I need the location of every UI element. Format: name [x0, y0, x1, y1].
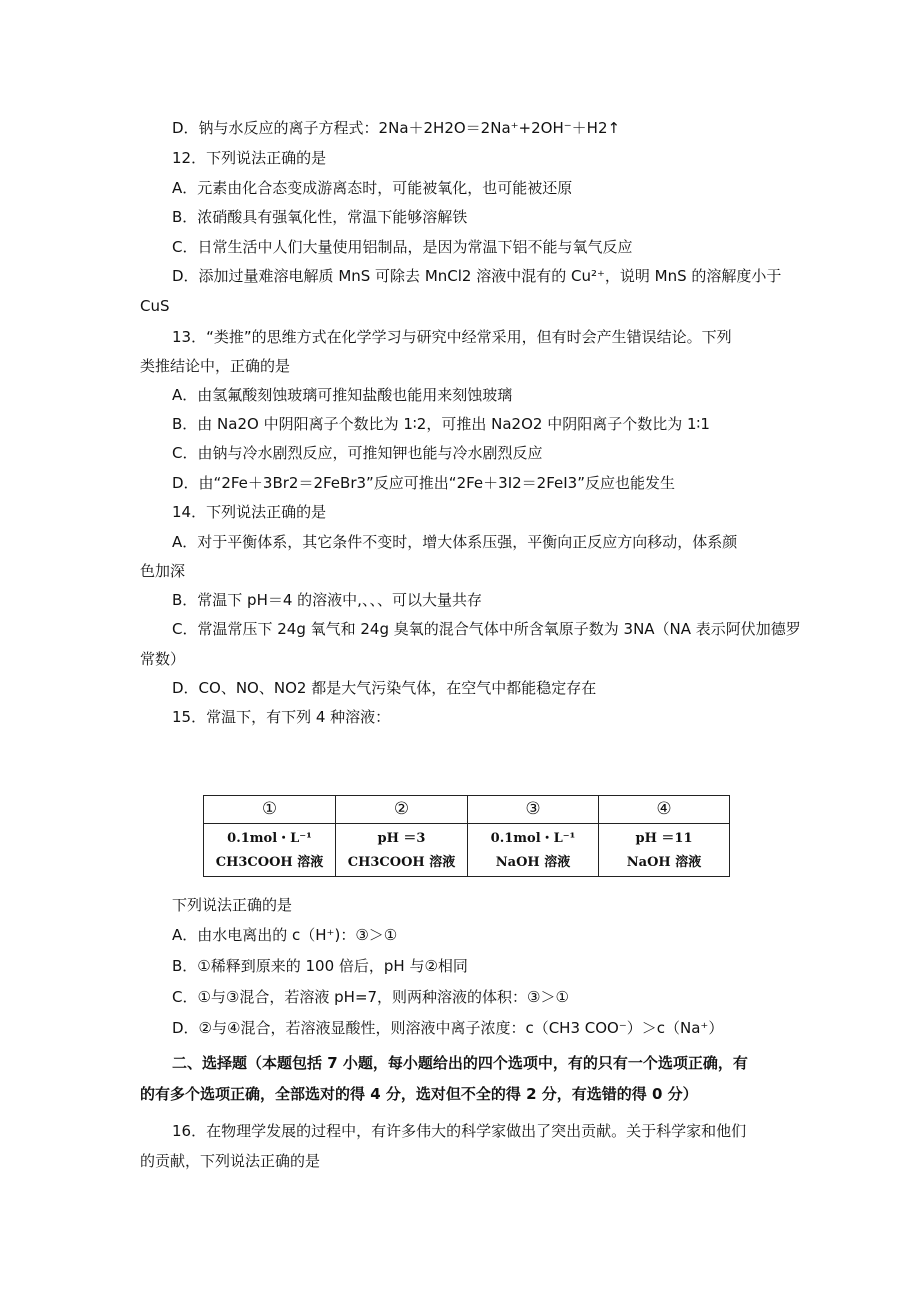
q14-option-c: C．常温常压下 24g 氧气和 24g 臭氧的混合气体中所含氧原子数为 3NA（NA 表示阿伏加德罗 — [172, 620, 801, 638]
q12-stem: 12．下列说法正确的是 — [172, 149, 327, 167]
cell-value: 0.1mol・L⁻¹ — [490, 830, 576, 846]
q13-option-b: B．由 Na2O 中阴阳离子个数比为 1∶2，可推出 Na2O2 中阴阳离子个数比为 1∶1 — [172, 415, 710, 433]
table-header-row — [204, 796, 730, 824]
cell-solution: CH3COOH 溶液 — [215, 854, 324, 870]
q15-option-d: D．②与④混合，若溶液显酸性，则溶液中离子浓度：c（CH3 COO⁻）＞c（Na⁺） — [172, 1019, 724, 1037]
q14-option-b: B．常温下 pH＝4 的溶液中,、、、可以大量共存 — [172, 591, 482, 609]
q13-option-d: D．由“2Fe＋3Br2＝2FeBr3”反应可推出“2Fe＋3I2＝2FeI3”反应也能发生 — [172, 474, 675, 492]
table-cell — [599, 824, 730, 877]
q12-option-a: A．元素由化合态变成游离态时，可能被氧化，也可能被还原 — [172, 179, 573, 197]
cell-solution: NaOH 溶液 — [626, 854, 702, 870]
section-two-heading-cont: 的有多个选项正确，全部选对的得 4 分，选对但不全的得 2 分，有选错的得 0 分） — [140, 1085, 698, 1103]
cell-solution: NaOH 溶液 — [495, 854, 571, 870]
cell-value: pH ＝3 — [377, 830, 426, 846]
solutions-table — [203, 795, 730, 877]
q14-stem: 14．下列说法正确的是 — [172, 503, 327, 521]
q11-option-d: D．钠与水反应的离子方程式：2Na＋2H2O＝2Na⁺+2OH⁻＋H2↑ — [172, 119, 621, 137]
q14-option-c-cont: 常数） — [140, 650, 186, 668]
table-cell — [336, 824, 468, 877]
q15-prompt: 下列说法正确的是 — [172, 896, 293, 914]
q13-stem: 13．“类推”的思维方式在化学学习与研究中经常采用，但有时会产生错误结论。下列 — [172, 328, 732, 346]
q16-stem: 16．在物理学发展的过程中，有许多伟大的科学家做出了突出贡献。关于科学家和他们 — [172, 1122, 747, 1140]
table-header-cell: ② — [336, 796, 468, 824]
q13-option-a: A．由氢氟酸刻蚀玻璃可推知盐酸也能用来刻蚀玻璃 — [172, 386, 513, 404]
q12-option-d: D．添加过量难溶电解质 MnS 可除去 MnCl2 溶液中混有的 Cu²⁺，说明 MnS 的溶解度小于 — [172, 267, 782, 285]
cell-value: pH ＝11 — [635, 830, 693, 846]
q15-option-b: B．①稀释到原来的 100 倍后，pH 与②相同 — [172, 957, 468, 975]
table-header-cell: ④ — [599, 796, 730, 824]
table-header-cell: ① — [204, 796, 336, 824]
table-row — [204, 824, 730, 877]
q14-option-a: A．对于平衡体系，其它条件不变时，增大体系压强，平衡向正反应方向移动，体系颜 — [172, 533, 738, 551]
cell-value: 0.1mol・L⁻¹ — [227, 830, 312, 846]
q14-option-d: D．CO、NO、NO2 都是大气污染气体，在空气中都能稳定存在 — [172, 679, 597, 697]
q12-option-c: C．日常生活中人们大量使用铝制品，是因为常温下铝不能与氧气反应 — [172, 238, 633, 256]
q14-option-a-cont: 色加深 — [140, 562, 186, 580]
q13-option-c: C．由钠与冷水剧烈反应，可推知钾也能与冷水剧烈反应 — [172, 444, 543, 462]
table-cell — [468, 824, 599, 877]
q13-stem-cont: 类推结论中，正确的是 — [140, 357, 291, 375]
q16-stem-cont: 的贡献，下列说法正确的是 — [140, 1152, 321, 1170]
q15-stem: 15．常温下，有下列 4 种溶液： — [172, 708, 391, 726]
table-header-cell: ③ — [468, 796, 599, 824]
table-cell — [204, 824, 336, 877]
cell-solution: CH3COOH 溶液 — [347, 854, 456, 870]
q12-option-d-cont: CuS — [140, 297, 170, 315]
section-two-heading: 二、选择题（本题包括 7 小题，每小题给出的四个选项中，有的只有一个选项正确，有 — [172, 1054, 748, 1072]
q15-option-c: C．①与③混合，若溶液 pH=7，则两种溶液的体积：③＞① — [172, 988, 569, 1006]
q12-option-b: B．浓硝酸具有强氧化性，常温下能够溶解铁 — [172, 208, 468, 226]
q15-option-a: A．由水电离出的 c（H⁺)：③＞① — [172, 926, 398, 944]
